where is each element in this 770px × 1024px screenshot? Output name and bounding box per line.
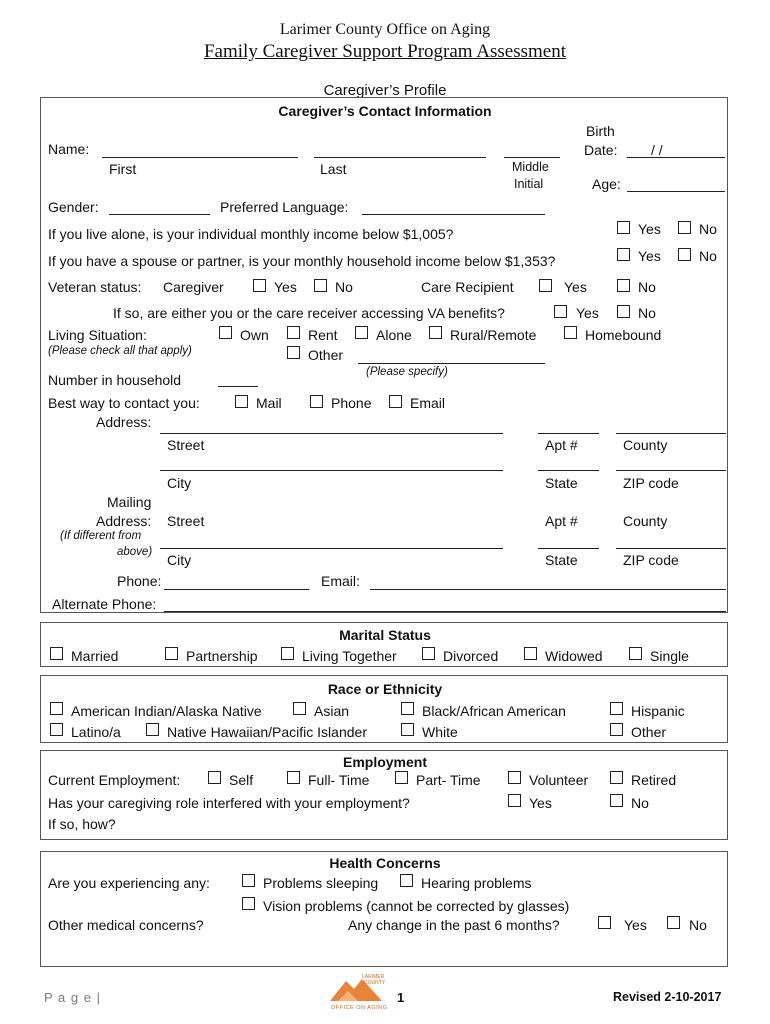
mailing-address-line-field[interactable] xyxy=(160,548,503,549)
black-label: Black/African American xyxy=(422,703,566,719)
asian-label: Asian xyxy=(314,703,350,719)
age-field[interactable] xyxy=(627,191,725,192)
middle-label: Middle xyxy=(512,160,549,174)
org-name: Larimer County Office on Aging xyxy=(279,21,491,38)
check-all-note: (Please check all that apply) xyxy=(48,345,192,357)
last-name-field[interactable] xyxy=(314,157,486,158)
please-specify-note: (Please specify) xyxy=(366,366,448,378)
alone-yes-checkbox[interactable] xyxy=(617,221,630,234)
va-benefits-question: If so, are either you or the care receiver accessing VA benefits? xyxy=(113,305,505,321)
page-label: P a g e | xyxy=(44,990,101,1005)
part-time-label: Part- Time xyxy=(416,772,481,788)
logo-subtitle: OFFICE ON AGING xyxy=(331,1005,388,1011)
veteran-caregiver-no-checkbox[interactable] xyxy=(314,279,327,292)
office-logo xyxy=(328,973,388,1015)
mailing-label: Mailing xyxy=(107,494,152,510)
other-living-field[interactable] xyxy=(358,363,545,364)
other-medical-label: Other medical concerns? xyxy=(48,917,204,933)
hearing-checkbox[interactable] xyxy=(400,874,413,887)
race-heading: Race or Ethnicity xyxy=(327,681,443,697)
mailing-address-label: Address: xyxy=(96,513,152,529)
preferred-language-label: Preferred Language: xyxy=(220,199,349,215)
mailing-apt-line-field[interactable] xyxy=(538,548,599,549)
mail-checkbox[interactable] xyxy=(235,395,248,408)
change-no-label: No xyxy=(689,917,707,933)
logo-line2: COUNTY xyxy=(364,980,386,986)
va-yes-checkbox[interactable] xyxy=(554,305,567,318)
latino-checkbox[interactable] xyxy=(50,723,63,736)
household-label: Number in household xyxy=(48,372,182,388)
first-name-field[interactable] xyxy=(102,157,298,158)
married-checkbox[interactable] xyxy=(50,647,63,660)
address-line-field[interactable] xyxy=(160,433,503,434)
spouse-no-label: No xyxy=(699,248,717,264)
phone-field[interactable] xyxy=(164,589,309,590)
spouse-income-question: If you have a spouse or partner, is your monthly household income below $1,353? xyxy=(48,253,556,269)
other-living-label: Other xyxy=(308,347,344,363)
alone-checkbox[interactable] xyxy=(355,326,368,339)
mailing-street-label: Street xyxy=(167,513,205,529)
phone-label: Phone: xyxy=(117,573,162,589)
hispanic-checkbox[interactable] xyxy=(610,702,623,715)
american-indian-label: American Indian/Alaska Native xyxy=(71,703,262,719)
change-yes-label: Yes xyxy=(624,917,647,933)
interfered-yes-checkbox[interactable] xyxy=(508,794,521,807)
interfered-no-checkbox[interactable] xyxy=(610,794,623,807)
latino-label: Latino/a xyxy=(71,724,121,740)
date-label: Date: xyxy=(584,142,618,158)
volunteer-label: Volunteer xyxy=(529,772,589,788)
first-label: First xyxy=(109,161,137,177)
sleeping-checkbox[interactable] xyxy=(242,874,255,887)
best-way-label: Best way to contact you: xyxy=(48,395,200,411)
other-living-checkbox[interactable] xyxy=(287,346,300,359)
spouse-no-checkbox[interactable] xyxy=(678,248,691,261)
partnership-checkbox[interactable] xyxy=(165,647,178,660)
alone-income-question: If you live alone, is your individual monthly income below $1,005? xyxy=(48,226,454,242)
veteran-caregiver-label: Caregiver xyxy=(163,279,224,295)
hearing-label: Hearing problems xyxy=(421,875,532,891)
living-together-checkbox[interactable] xyxy=(281,647,294,660)
divorced-checkbox[interactable] xyxy=(422,647,435,660)
native-hawaiian-checkbox[interactable] xyxy=(146,723,159,736)
rent-checkbox[interactable] xyxy=(287,326,300,339)
native-hawaiian-label: Native Hawaiian/Pacific Islander xyxy=(167,724,367,740)
birth-label: Birth xyxy=(586,123,615,139)
widowed-checkbox[interactable] xyxy=(524,647,537,660)
experiencing-label: Are you experiencing any: xyxy=(48,875,210,891)
alternate-phone-label: Alternate Phone: xyxy=(52,596,157,612)
marital-heading: Marital Status xyxy=(339,627,431,643)
va-yes-label: Yes xyxy=(576,305,599,321)
veteran-recipient-yes-checkbox[interactable] xyxy=(539,279,552,292)
part-time-checkbox[interactable] xyxy=(395,771,408,784)
gender-label: Gender: xyxy=(48,199,99,215)
alone-label: Alone xyxy=(376,327,412,343)
age-label: Age: xyxy=(592,176,621,192)
alone-no-label: No xyxy=(699,221,717,237)
single-checkbox[interactable] xyxy=(629,647,642,660)
alone-no-checkbox[interactable] xyxy=(678,221,691,234)
profile-title: Caregiver’s Profile xyxy=(323,82,447,99)
mailing-county-label: County xyxy=(623,513,668,529)
county-line-field[interactable] xyxy=(616,433,726,434)
hispanic-label: Hispanic xyxy=(631,703,685,719)
vision-checkbox[interactable] xyxy=(242,897,255,910)
change-question: Any change in the past 6 months? xyxy=(348,917,560,933)
rent-label: Rent xyxy=(308,327,338,343)
current-employment-label: Current Employment: xyxy=(48,772,181,788)
phone-pref-checkbox[interactable] xyxy=(310,395,323,408)
living-together-label: Living Together xyxy=(302,648,397,664)
veteran-caregiver-yes-checkbox[interactable] xyxy=(253,279,266,292)
above-note: above) xyxy=(117,546,153,558)
alone-yes-label: Yes xyxy=(638,221,661,237)
widowed-label: Widowed xyxy=(545,648,603,664)
employment-heading: Employment xyxy=(342,754,427,770)
american-indian-checkbox[interactable] xyxy=(50,702,63,715)
logo-line1: LARIMER xyxy=(362,974,385,980)
living-situation-label: Living Situation: xyxy=(48,327,147,343)
apt-line-field[interactable] xyxy=(538,433,599,434)
mailing-apt-label: Apt # xyxy=(545,513,578,529)
mailing-city-label: City xyxy=(167,552,192,568)
veteran-recipient-no-label: No xyxy=(638,279,656,295)
phone-pref-label: Phone xyxy=(331,395,372,411)
email-label: Email: xyxy=(321,573,360,589)
veteran-caregiver-no-label: No xyxy=(335,279,353,295)
veteran-recipient-label: Care Recipient xyxy=(421,279,514,295)
homebound-checkbox[interactable] xyxy=(564,326,577,339)
city-line-field[interactable] xyxy=(160,470,503,471)
preferred-language-field[interactable] xyxy=(362,214,545,215)
veteran-caregiver-yes-label: Yes xyxy=(274,279,297,295)
email-field[interactable] xyxy=(370,589,726,590)
revised-date: Revised 2-10-2017 xyxy=(613,990,722,1004)
volunteer-checkbox[interactable] xyxy=(508,771,521,784)
retired-checkbox[interactable] xyxy=(610,771,623,784)
date-separators: / / xyxy=(651,142,663,158)
divorced-label: Divorced xyxy=(443,648,499,664)
household-field[interactable] xyxy=(218,386,258,387)
other-race-label: Other xyxy=(631,724,667,740)
mail-label: Mail xyxy=(256,395,282,411)
zip-line-field[interactable] xyxy=(616,470,726,471)
va-no-label: No xyxy=(638,305,656,321)
single-label: Single xyxy=(650,648,689,664)
birth-date-field[interactable] xyxy=(627,157,725,158)
address-label: Address: xyxy=(96,414,152,430)
middle-initial-field[interactable] xyxy=(504,157,560,158)
veteran-label: Veteran status: xyxy=(48,279,142,295)
mailing-county-line-field[interactable] xyxy=(616,548,726,549)
self-label: Self xyxy=(229,772,254,788)
email-pref-label: Email xyxy=(410,395,446,411)
interfered-yes-label: Yes xyxy=(529,795,552,811)
own-checkbox[interactable] xyxy=(219,326,232,339)
change-yes-checkbox[interactable] xyxy=(598,916,611,929)
name-label: Name: xyxy=(48,141,90,157)
white-checkbox[interactable] xyxy=(401,723,414,736)
contact-heading: Caregiver’s Contact Information xyxy=(278,103,492,119)
how-label: If so, how? xyxy=(48,816,116,832)
own-label: Own xyxy=(240,327,269,343)
change-no-checkbox[interactable] xyxy=(667,916,680,929)
full-time-label: Full- Time xyxy=(308,772,370,788)
email-pref-checkbox[interactable] xyxy=(389,395,402,408)
county-label: County xyxy=(623,437,668,453)
veteran-recipient-no-checkbox[interactable] xyxy=(617,279,630,292)
retired-label: Retired xyxy=(631,772,677,788)
form-title: Family Caregiver Support Program Assessment xyxy=(203,41,567,62)
if-different-note: (If different from xyxy=(60,530,142,542)
page-number: 1 xyxy=(397,990,405,1005)
va-no-checkbox[interactable] xyxy=(617,305,630,318)
mailing-zip-label: ZIP code xyxy=(623,552,679,568)
white-label: White xyxy=(422,724,458,740)
veteran-recipient-yes-label: Yes xyxy=(564,279,587,295)
alternate-phone-field[interactable] xyxy=(164,611,726,612)
full-time-checkbox[interactable] xyxy=(287,771,300,784)
apt-label: Apt # xyxy=(545,437,578,453)
state-label: State xyxy=(545,475,578,491)
rural-checkbox[interactable] xyxy=(429,326,442,339)
partnership-label: Partnership xyxy=(186,648,258,664)
city-label: City xyxy=(167,475,192,491)
asian-checkbox[interactable] xyxy=(293,702,306,715)
state-line-field[interactable] xyxy=(538,470,599,471)
spouse-yes-label: Yes xyxy=(638,248,661,264)
last-label: Last xyxy=(320,161,347,177)
initial-label: Initial xyxy=(514,177,544,191)
rural-label: Rural/Remote xyxy=(450,327,537,343)
self-checkbox[interactable] xyxy=(208,771,221,784)
other-race-checkbox[interactable] xyxy=(610,723,623,736)
street-label: Street xyxy=(167,437,205,453)
gender-field[interactable] xyxy=(109,214,210,215)
interfered-no-label: No xyxy=(631,795,649,811)
sleeping-label: Problems sleeping xyxy=(263,875,379,891)
black-checkbox[interactable] xyxy=(401,702,414,715)
interfered-question: Has your caregiving role interfered with your employment? xyxy=(48,795,410,811)
homebound-label: Homebound xyxy=(585,327,662,343)
spouse-yes-checkbox[interactable] xyxy=(617,248,630,261)
zip-label: ZIP code xyxy=(623,475,679,491)
mailing-state-label: State xyxy=(545,552,578,568)
vision-label: Vision problems (cannot be corrected by glasses) xyxy=(263,898,570,914)
health-heading: Health Concerns xyxy=(329,855,441,871)
married-label: Married xyxy=(71,648,119,664)
